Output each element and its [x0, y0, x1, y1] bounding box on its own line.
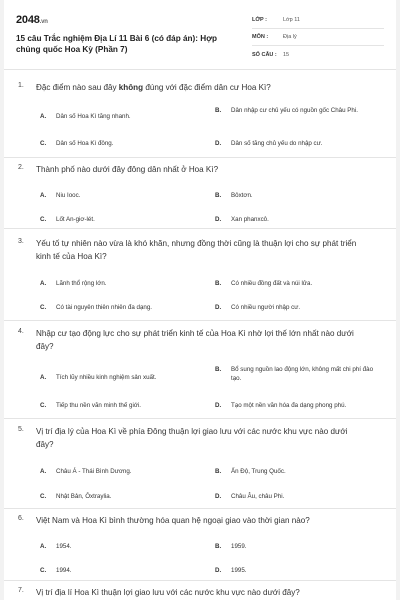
option-text: Tích lũy nhiều kinh nghiệm sản xuất.	[56, 374, 157, 381]
option-c[interactable]	[40, 566, 190, 575]
question-5	[4, 425, 396, 503]
meta-row-subject	[252, 29, 384, 46]
option-letter: A.	[40, 468, 47, 475]
option-text: 1994.	[56, 567, 72, 574]
option-letter: B.	[215, 468, 222, 475]
option-text: Dân số Hoa Kì tăng nhanh.	[56, 113, 131, 120]
option-b[interactable]	[215, 106, 385, 115]
divider	[4, 580, 396, 581]
option-text: Bôxtơn.	[231, 192, 253, 199]
option-text: Châu Á - Thái Bình Dương.	[56, 468, 132, 475]
option-letter: D.	[215, 402, 222, 409]
option-a[interactable]	[40, 542, 190, 551]
option-text: Dân số tăng chủ yếu do nhập cư.	[231, 140, 323, 147]
option-a[interactable]	[40, 191, 190, 200]
option-d[interactable]	[215, 492, 385, 501]
option-text: 1995.	[231, 567, 247, 574]
question-number: 2.	[18, 164, 24, 171]
option-c[interactable]	[40, 139, 190, 148]
option-letter: C.	[40, 493, 47, 500]
question-7	[4, 586, 396, 599]
question-6	[4, 514, 396, 577]
option-b[interactable]	[215, 279, 385, 288]
divider	[4, 508, 396, 509]
option-letter: C.	[40, 216, 47, 223]
site-logo[interactable]	[16, 14, 48, 26]
option-text: Xan phanxcô.	[231, 216, 269, 223]
option-a[interactable]	[40, 373, 190, 382]
question-number: 5.	[18, 426, 24, 433]
option-letter: C.	[40, 567, 47, 574]
meta-value: Lớp 11	[283, 17, 300, 23]
question-4	[4, 327, 396, 413]
question-text: Vị trí địa lý của Hoa Kì về phía Đông thuận lợi giao lưu với các nước khu vực nào dưới đây?	[36, 427, 348, 449]
option-text: Có nhiều người nhập cư.	[231, 304, 301, 311]
option-b[interactable]	[215, 467, 385, 476]
divider	[4, 320, 396, 321]
option-text: 1954.	[56, 543, 72, 550]
question-text: Vị trí địa lí Hoa Kì thuận lợi giao lưu với các nước khu vực nào dưới đây?	[36, 588, 300, 597]
question-text: Nhập cư tạo động lực cho sự phát triển kinh tế của Hoa Kì nhờ lợi thế lớn nhất nào dưới đây?	[36, 329, 354, 351]
option-c[interactable]	[40, 215, 190, 224]
divider	[4, 228, 396, 229]
divider	[4, 157, 396, 158]
option-d[interactable]	[215, 303, 385, 312]
option-c[interactable]	[40, 303, 190, 312]
page-title: 15 câu Trắc nghiệm Địa Lí 11 Bài 6 (có đáp án): Hợp chủng quốc Hoa Kỳ (Phần 7)	[16, 34, 218, 54]
meta-value: Địa lý	[283, 34, 297, 40]
meta-row-count	[252, 46, 384, 63]
option-letter: A.	[40, 280, 47, 287]
option-letter: D.	[215, 567, 222, 574]
question-text: Thành phố nào dưới đây đông dân nhất ở Hoa Kì?	[36, 165, 219, 174]
meta-key: MÔN :	[252, 34, 269, 40]
option-letter: A.	[40, 192, 47, 199]
logo-suffix: .vn	[39, 19, 48, 25]
option-letter: C.	[40, 402, 47, 409]
question-text: Yếu tố tự nhiên nào vừa là khó khăn, nhưng đồng thời cũng là thuận lợi cho sự phát triển kinh tế của Hoa Kì?	[36, 239, 357, 261]
question-text: Việt Nam và Hoa Kì bình thường hóa quan hệ ngoại giao vào thời gian nào?	[36, 516, 310, 525]
option-d[interactable]	[215, 401, 385, 410]
document-page	[4, 0, 396, 600]
question-number: 4.	[18, 328, 24, 335]
option-letter: C.	[40, 140, 47, 147]
meta-key: SỐ CÂU :	[252, 51, 277, 58]
question-number: 7.	[18, 587, 24, 594]
logo-text: 2048	[16, 14, 40, 26]
option-a[interactable]	[40, 467, 190, 476]
option-a[interactable]	[40, 279, 190, 288]
option-c[interactable]	[40, 492, 190, 501]
option-letter: D.	[215, 493, 222, 500]
option-text: Có tài nguyên thiên nhiên đa dạng.	[56, 304, 152, 311]
question-2	[4, 163, 396, 226]
option-text: 1959.	[231, 543, 247, 550]
meta-table	[252, 12, 384, 63]
option-letter: B.	[215, 107, 222, 114]
option-text: Châu Âu, châu Phi.	[231, 493, 285, 500]
question-number: 1.	[18, 82, 24, 89]
option-letter: B.	[215, 192, 222, 199]
question-text-emphasis: không	[118, 83, 144, 92]
question-1	[4, 81, 396, 150]
option-b[interactable]	[215, 542, 385, 551]
option-text: Niu Iooc.	[56, 192, 81, 199]
meta-row-class	[252, 12, 384, 29]
option-text: Lốt An-giơ-lét.	[56, 216, 95, 223]
question-number: 3.	[18, 238, 24, 245]
option-text: Tiếp thu nền văn minh thế giới.	[56, 402, 142, 409]
question-text-part: Đặc điểm nào sau đây	[36, 83, 119, 92]
option-text: Nhật Bản, Ôxtraylia.	[56, 493, 112, 500]
meta-key: LỚP :	[252, 17, 267, 23]
question-text-part: đúng với đặc điểm dân cư Hoa Kì?	[143, 83, 271, 92]
question-text	[25, 81, 367, 94]
option-text: Dân số Hoa Kì đông.	[56, 140, 114, 147]
option-letter: D.	[215, 304, 222, 311]
meta-value: 15	[283, 51, 290, 58]
option-letter: C.	[40, 304, 47, 311]
option-a[interactable]	[40, 112, 190, 121]
option-d[interactable]	[215, 139, 385, 148]
option-text: Dân nhập cư chủ yếu có nguồn gốc Châu Phi.	[231, 107, 358, 114]
option-letter: D.	[215, 216, 222, 223]
option-text: Bổ sung nguồn lao động lớn, không mất chi phí đào tạo.	[231, 366, 374, 382]
option-letter: B.	[215, 280, 222, 287]
option-letter: B.	[215, 366, 222, 373]
question-3	[4, 237, 396, 315]
option-text: Có nhiều đồng đất và núi lửa.	[231, 280, 313, 287]
option-b[interactable]	[215, 191, 385, 200]
option-text: Lãnh thổ rộng lớn.	[56, 280, 107, 287]
option-letter: B.	[215, 543, 222, 550]
question-number: 6.	[18, 515, 24, 522]
document-header	[4, 0, 396, 70]
option-b[interactable]	[215, 365, 385, 383]
option-letter: A.	[40, 543, 47, 550]
option-text: Ấn Độ, Trung Quốc.	[231, 468, 286, 475]
option-letter: D.	[215, 140, 222, 147]
option-letter: A.	[40, 374, 47, 381]
option-d[interactable]	[215, 215, 385, 224]
divider	[4, 418, 396, 419]
option-letter: A.	[40, 113, 47, 120]
option-d[interactable]	[215, 566, 385, 575]
option-c[interactable]	[40, 401, 190, 410]
option-text: Tạo một nền văn hóa đa dạng phong phú.	[231, 402, 347, 409]
